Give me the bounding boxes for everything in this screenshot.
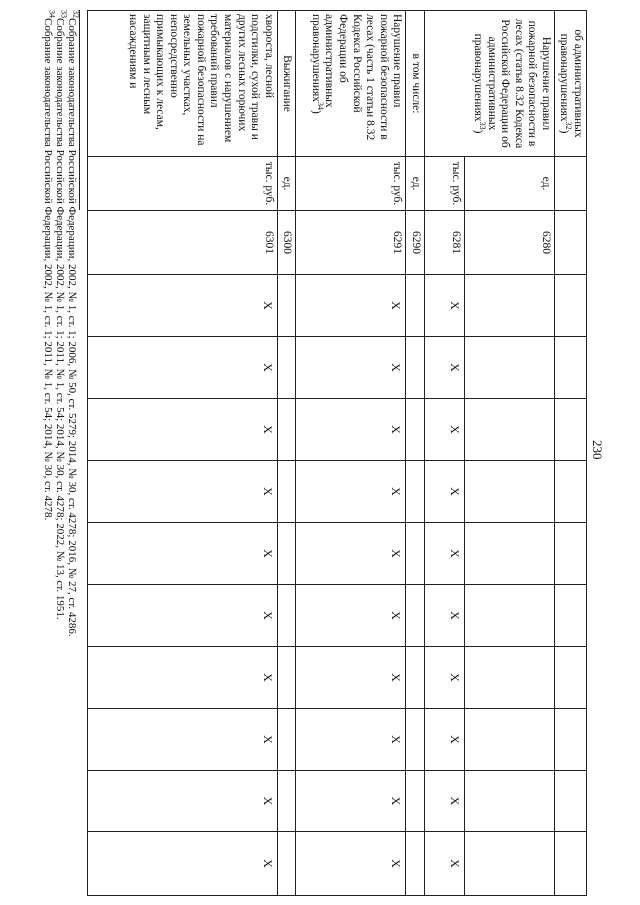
empty-mark: X (296, 709, 406, 771)
row-unit: тыс. руб. (87, 157, 277, 211)
empty-mark: X (296, 771, 406, 832)
empty-mark: X (87, 523, 277, 585)
row-unit: ед. (464, 157, 554, 211)
empty-mark: X (87, 275, 277, 337)
empty-mark: X (296, 523, 406, 585)
empty-mark: X (424, 647, 464, 709)
table-row (296, 11, 406, 896)
empty-mark: X (296, 275, 406, 337)
row-unit (554, 157, 586, 211)
table-row (464, 11, 554, 896)
table-row (277, 11, 296, 896)
row-code: 6301 (87, 211, 277, 275)
empty-mark: X (296, 399, 406, 461)
empty-mark: X (296, 832, 406, 896)
row-code (554, 211, 586, 275)
empty-mark: X (424, 832, 464, 896)
row-code: 6280 (464, 211, 554, 275)
row-name: Выжигание (277, 11, 296, 157)
page-number: 230 (590, 440, 605, 460)
empty-mark: X (87, 399, 277, 461)
row-code: 6290 (406, 211, 425, 275)
empty-mark: X (424, 709, 464, 771)
table-row (554, 11, 586, 896)
footnote: $^{34}$Собрание законодательства Российской Федерации, 2002, № 1, ст. 1; 2011, № 1, ст. 54; 2014, № 30, ст. 4278. (42, 10, 57, 521)
footnote: $^{32}$Собрание законодательства Российской Федерации, 2002, № 1, ст. 1; 2006, № 50, ст. 5279; 2014, № 30, ст. 4278; 2016, № 27, ст. 4286. (66, 10, 81, 637)
empty-mark: X (87, 647, 277, 709)
empty-mark: X (87, 771, 277, 832)
empty-mark: X (296, 585, 406, 647)
empty-mark: X (87, 585, 277, 647)
empty-mark: X (424, 337, 464, 399)
empty-mark: X (424, 461, 464, 523)
empty-mark: X (87, 832, 277, 896)
empty-mark: X (424, 399, 464, 461)
footnote: $^{33}$Собрание законодательства Российской Федерации, 2002, № 1, ст. 1; 2011, № 1, ст. 54; 2014, № 30, ст. 4278; 2022, № 13, ст. 1951. (54, 10, 69, 620)
footnote-rule (79, 10, 80, 210)
row-name: Нарушение правил пожарной безопасности в лесах (часть 1 статьи 8.32 Кодекса Российской Федерации об административных правонарушениях$^{34}$) (296, 11, 406, 157)
empty-mark: X (424, 275, 464, 337)
empty-mark: X (296, 461, 406, 523)
footnotes (41, 10, 81, 880)
row-code: 6281 (424, 211, 464, 275)
empty-mark: X (424, 523, 464, 585)
row-unit: ед. (277, 157, 296, 211)
row-unit: тыс. руб. (296, 157, 406, 211)
table-row (87, 11, 277, 896)
row-name: об административных правонарушениях$^{32}$) (554, 11, 586, 157)
row-name: хвороста, лесной подстилки, сухой травы и других лесных горючих материалов с нарушением требований правил пожарной безопасности на земельных участках, непосредственно примыкающих к лесам, защитным и лесным насаждениям и (87, 11, 277, 157)
row-code: 6300 (277, 211, 296, 275)
empty-mark: X (87, 709, 277, 771)
table-row (406, 11, 425, 896)
empty-mark: X (424, 771, 464, 832)
row-unit: ед. (406, 157, 425, 211)
empty-mark: X (87, 337, 277, 399)
row-unit: тыс. руб. (424, 157, 464, 211)
empty-mark: X (87, 461, 277, 523)
empty-mark: X (296, 647, 406, 709)
row-code: 6291 (296, 211, 406, 275)
empty-mark: X (424, 585, 464, 647)
row-name: Нарушение правил пожарной безопасности в лесах (статья 8.32 Кодекса Российской Федерации об административных правонарушениях$^{33}$) (424, 11, 554, 157)
statistics-table (87, 10, 587, 896)
row-name: в том числе: (406, 11, 425, 157)
empty-mark: X (296, 337, 406, 399)
